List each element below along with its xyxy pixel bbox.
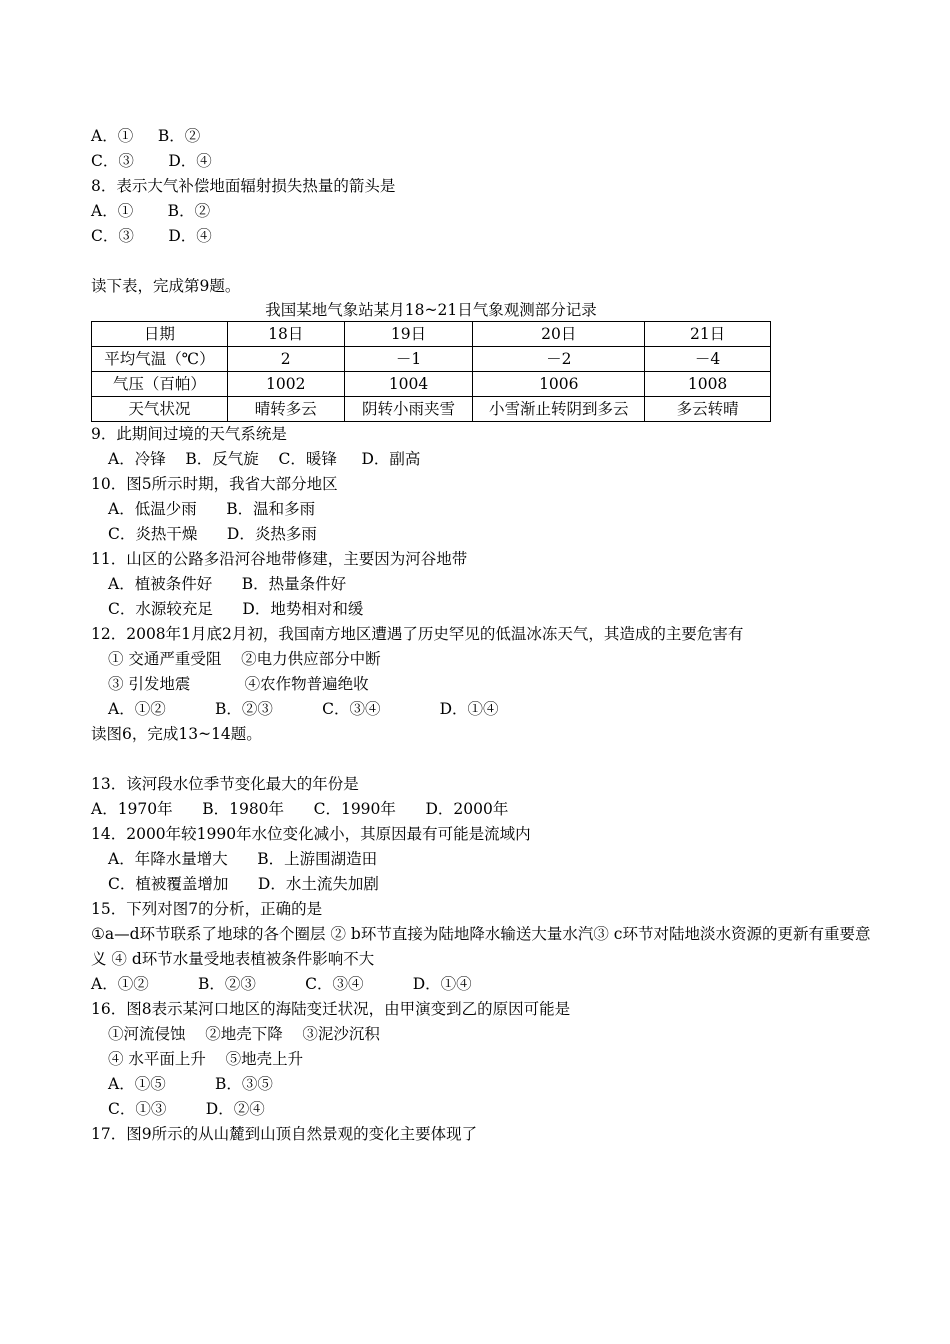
q15-body: ①a—d环节联系了地球的各个圈层 ② b环节直接为陆地降水输送大量水汽③ c环节对陆地淡水资源的更新有重要意义 ④ d环节水量受地表植被条件影响不大 (91, 925, 871, 968)
spacer (91, 747, 871, 772)
table-cell: 1008 (645, 372, 771, 397)
q13-options: A．1970年 B．1980年 C．1990年 D．2000年 (91, 800, 509, 818)
table-header-cell: 20日 (473, 322, 645, 347)
q13-stem: 13．该河段水位季节变化最大的年份是 (91, 775, 359, 793)
table-cell: 小雪渐止转阴到多云 (473, 397, 645, 422)
q11-stem: 11．山区的公路多沿河谷地带修建，主要因为河谷地带 (91, 550, 468, 568)
table-cell: 阴转小雨夹雪 (344, 397, 473, 422)
table-cell: 1006 (473, 372, 645, 397)
table-header-cell: 日期 (92, 322, 228, 347)
q12-items-row1: ① 交通严重受阻 ②电力供应部分中断 (108, 650, 381, 668)
table-cell: 气压（百帕） (92, 372, 228, 397)
q8-stem: 8．表示大气补偿地面辐射损失热量的箭头是 (91, 177, 396, 195)
q17-stem: 17．图9所示的从山麓到山顶自然景观的变化主要体现了 (91, 1125, 478, 1143)
q11-options-row1: A．植被条件好 B．热量条件好 (108, 575, 347, 593)
weather-table (91, 321, 771, 422)
table-cell: 多云转晴 (645, 397, 771, 422)
q16-stem: 16．图8表示某河口地区的海陆变迁状况，由甲演变到乙的原因可能是 (91, 1000, 571, 1018)
table-header-cell: 21日 (645, 322, 771, 347)
spacer (91, 249, 871, 274)
table-cell: －2 (473, 347, 645, 372)
q7-options-row1: A．① B．② (91, 127, 201, 145)
exam-page (91, 124, 871, 1147)
q10-options-row1: A．低温少雨 B．温和多雨 (108, 500, 316, 518)
table-cell: －4 (645, 347, 771, 372)
q15-options: A．①② B．②③ C．③④ D．①④ (91, 975, 472, 993)
table-cell: 天气状况 (92, 397, 228, 422)
table-cell: 1004 (344, 372, 473, 397)
table-cell: 2 (227, 347, 344, 372)
q16-options-row2: C．①③ D．②④ (108, 1100, 265, 1118)
table-cell: 1002 (227, 372, 344, 397)
q7-options-row2: C．③ D．④ (91, 152, 212, 170)
q15-stem: 15．下列对图7的分析，正确的是 (91, 900, 323, 918)
table-header-cell: 19日 (344, 322, 473, 347)
table-row (92, 347, 771, 372)
read-fig6-intro: 读图6，完成13~14题。 (91, 725, 262, 743)
table-header-cell: 18日 (227, 322, 344, 347)
table-header-row (92, 322, 771, 347)
q16-items-row2: ④ 水平面上升 ⑤地壳上升 (108, 1050, 304, 1068)
q10-stem: 10．图5所示时期，我省大部分地区 (91, 475, 338, 493)
table-row (92, 372, 771, 397)
q14-options-row2: C．植被覆盖增加 D．水土流失加剧 (108, 875, 379, 893)
q11-options-row2: C．水源较充足 D．地势相对和缓 (108, 600, 364, 618)
q12-items-row2: ③ 引发地震 ④农作物普遍绝收 (108, 675, 369, 693)
read-table-intro: 读下表，完成第9题。 (91, 277, 241, 295)
q8-options-row1: A．① B．② (91, 202, 211, 220)
q9-stem: 9．此期间过境的天气系统是 (91, 425, 287, 443)
table-cell: 平均气温（℃） (92, 347, 228, 372)
table-cell: －1 (344, 347, 473, 372)
q12-options: A．①② B．②③ C．③④ D．①④ (108, 700, 499, 718)
q9-options: A．冷锋 B．反气旋 C．暖锋 D．副高 (108, 450, 421, 468)
q14-stem: 14．2000年较1990年水位变化减小，其原因最有可能是流域内 (91, 825, 531, 843)
table-cell: 晴转多云 (227, 397, 344, 422)
q12-stem: 12．2008年1月底2月初，我国南方地区遭遇了历史罕见的低温冰冻天气，其造成的主要危害有 (91, 625, 744, 643)
q8-options-row2: C．③ D．④ (91, 227, 212, 245)
table-caption: 我国某地气象站某月18~21日气象观测部分记录 (265, 301, 597, 319)
q14-options-row1: A．年降水量增大 B．上游围湖造田 (108, 850, 378, 868)
q16-items-row1: ①河流侵蚀 ②地壳下降 ③泥沙沉积 (108, 1025, 380, 1043)
table-row (92, 397, 771, 422)
q16-options-row1: A．①⑤ B．③⑤ (108, 1075, 273, 1093)
q10-options-row2: C．炎热干燥 D．炎热多雨 (108, 525, 317, 543)
